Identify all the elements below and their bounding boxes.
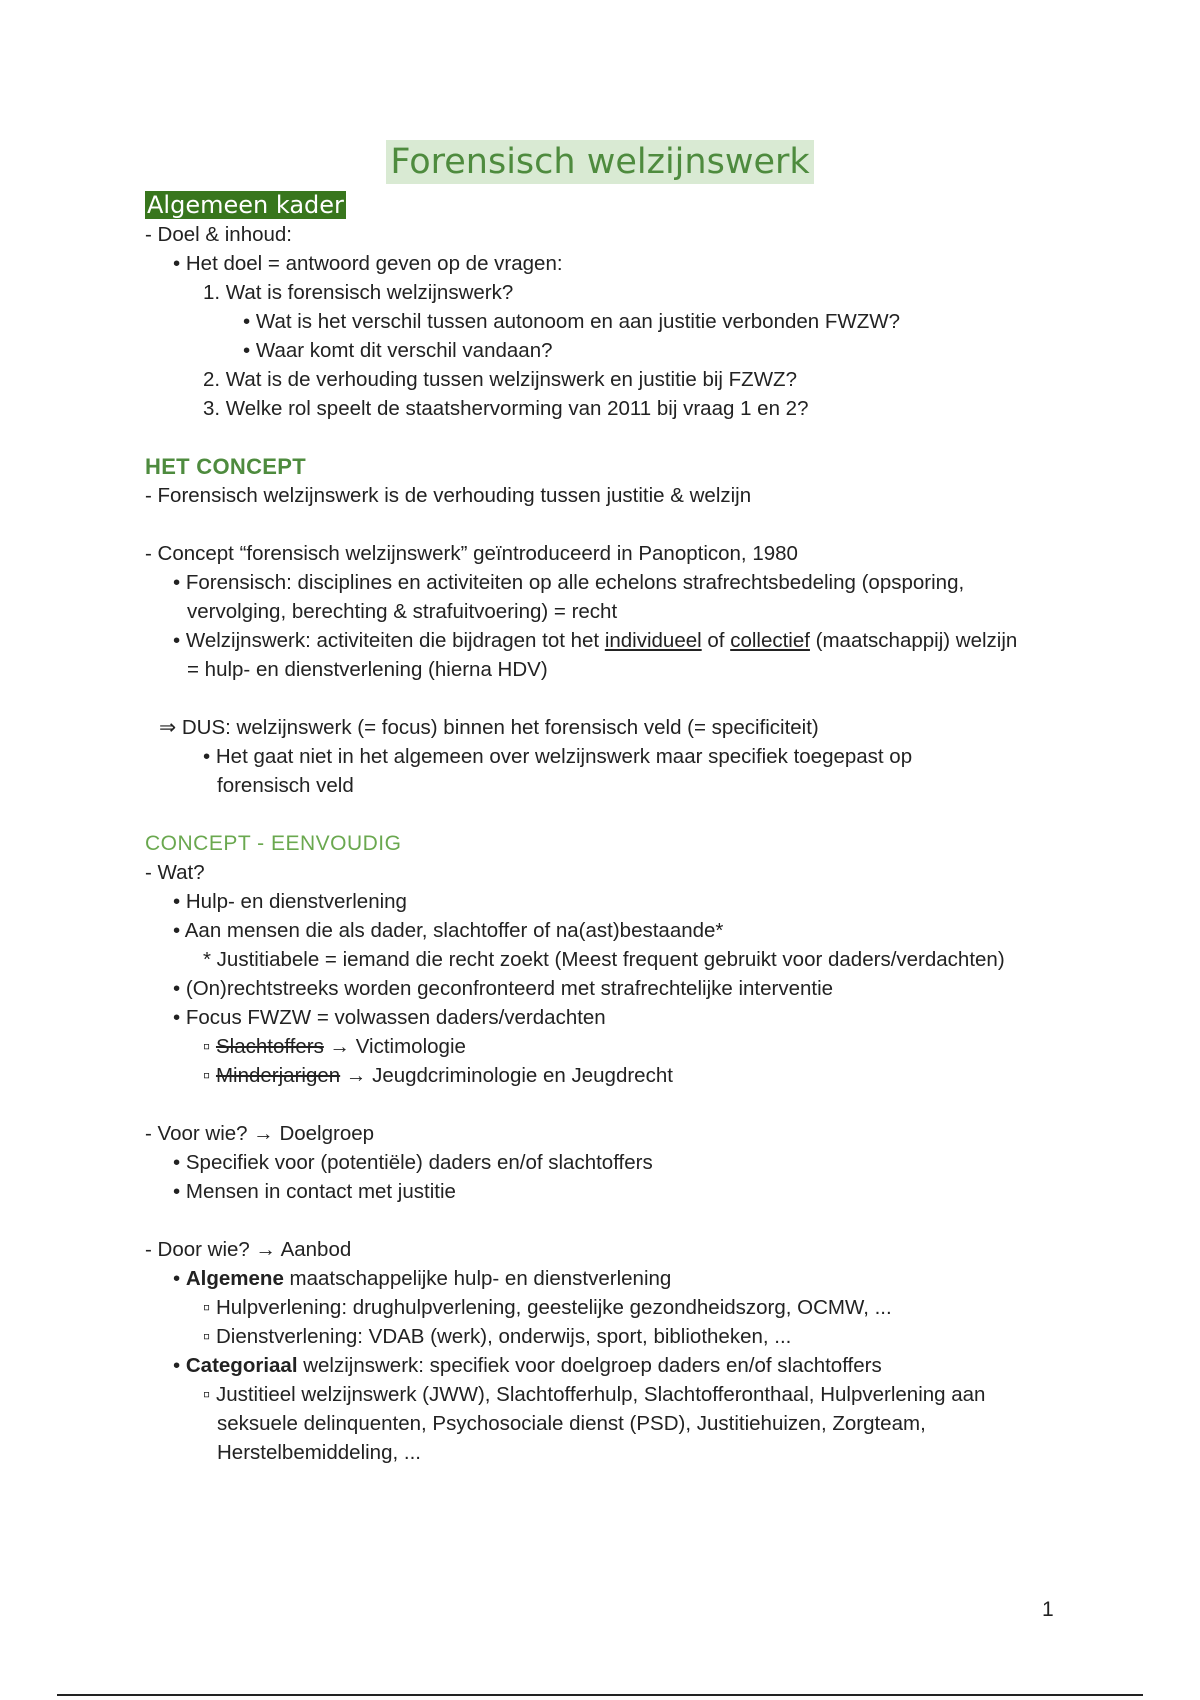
text-line: - Forensisch welzijnswerk is de verhouding tussen justitie & welzijn	[145, 484, 752, 507]
bullet-item: • Welzijnswerk: activiteiten die bijdragen tot het individueel of collectief (maatschappij) welzijn	[173, 629, 1018, 652]
strikethrough-term: Slachtoffers	[215, 1035, 324, 1058]
bullet-item: • Het gaat niet in het algemeen over welzijnswerk maar specifiek toegepast op	[203, 745, 913, 768]
text-line: - Wat?	[145, 861, 205, 884]
sub-bullet-item: • Waar komt dit verschil vandaan?	[243, 339, 553, 362]
strikethrough-term: Minderjarigen	[215, 1064, 341, 1087]
bullet-item: • (On)rechtstreeks worden geconfronteerd met strafrechtelijke interventie	[173, 977, 834, 1000]
bullet-continuation: seksuele delinquenten, Psychosociale dienst (PSD), Justitiehuizen, Zorgteam,	[217, 1412, 926, 1435]
page-number: 1	[1042, 1598, 1054, 1621]
footnote-line: * Justitiabele = iemand die recht zoekt (Meest frequent gebruikt voor daders/verdachten)	[203, 948, 1005, 971]
sub-bullet-item: ▫ Minderjarigen → Jeugdcriminologie en Jeugdrecht	[203, 1064, 673, 1087]
sub-bullet-item: • Wat is het verschil tussen autonoom en aan justitie verbonden FWZW?	[243, 310, 901, 333]
text-line: - Doel & inhoud:	[145, 223, 293, 246]
text-line: - Voor wie? → Doelgroep	[145, 1122, 375, 1145]
bullet-continuation: = hulp- en dienstverlening (hierna HDV)	[187, 658, 548, 681]
text-line: - Concept “forensisch welzijnswerk” geïntroduceerd in Panopticon, 1980	[145, 542, 798, 565]
sub-bullet-item: ▫ Dienstverlening: VDAB (werk), onderwijs, sport, bibliotheken, ...	[203, 1325, 792, 1348]
bullet-item: • Mensen in contact met justitie	[173, 1180, 456, 1203]
footer-divider	[57, 1694, 1143, 1696]
bullet-item: • Hulp- en dienstverlening	[173, 890, 407, 913]
sub-bullet-item: ▫ Justitieel welzijnswerk (JWW), Slachtofferhulp, Slachtofferonthaal, Hulpverlening aan	[203, 1383, 986, 1406]
section-heading-concept: HET CONCEPT	[145, 454, 306, 479]
text-line: - Door wie? → Aanbod	[145, 1238, 352, 1261]
bullet-item: • Algemene maatschappelijke hulp- en dienstverlening	[173, 1267, 672, 1290]
sub-bullet-item: ▫ Slachtoffers → Victimologie	[203, 1035, 466, 1058]
bullet-item: • Het doel = antwoord geven op de vragen:	[173, 252, 563, 275]
title-wrapper	[0, 140, 1200, 184]
bold-term: Categoriaal	[185, 1354, 298, 1377]
bullet-item: • Aan mensen die als dader, slachtoffer of na(ast)bestaande*	[173, 919, 724, 942]
underlined-term: individueel	[604, 629, 702, 652]
section-heading-eenvoudig: CONCEPT - EENVOUDIG	[145, 832, 402, 855]
bullet-continuation: vervolging, berechting & strafuitvoering) = recht	[187, 600, 618, 623]
numbered-item: 3. Welke rol speelt de staatshervorming van 2011 bij vraag 1 en 2?	[203, 397, 809, 420]
sub-bullet-item: ▫ Hulpverlening: drughulpverlening, geestelijke gezondheidszorg, OCMW, ...	[203, 1296, 892, 1319]
numbered-item: 1. Wat is forensisch welzijnswerk?	[203, 281, 514, 304]
document-title: Forensisch welzijnswerk	[386, 140, 813, 184]
conclusion-line: ⇒ DUS: welzijnswerk (= focus) binnen het forensisch veld (= specificiteit)	[159, 716, 819, 739]
bullet-item: • Categoriaal welzijnswerk: specifiek voor doelgroep daders en/of slachtoffers	[173, 1354, 882, 1377]
bullet-continuation: forensisch veld	[217, 774, 354, 797]
bullet-continuation: Herstelbemiddeling, ...	[217, 1441, 421, 1464]
section-heading-algemeen: Algemeen kader	[147, 191, 344, 219]
bold-term: Algemene	[185, 1267, 284, 1290]
bullet-item: • Specifiek voor (potentiële) daders en/of slachtoffers	[173, 1151, 653, 1174]
numbered-item: 2. Wat is de verhouding tussen welzijnswerk en justitie bij FZWZ?	[203, 368, 797, 391]
bullet-item: • Forensisch: disciplines en activiteiten op alle echelons strafrechtsbedeling (opsporing,	[173, 571, 965, 594]
bullet-item: • Focus FWZW = volwassen daders/verdachten	[173, 1006, 606, 1029]
document-body	[145, 191, 1105, 1467]
underlined-term: collectief	[730, 629, 810, 652]
